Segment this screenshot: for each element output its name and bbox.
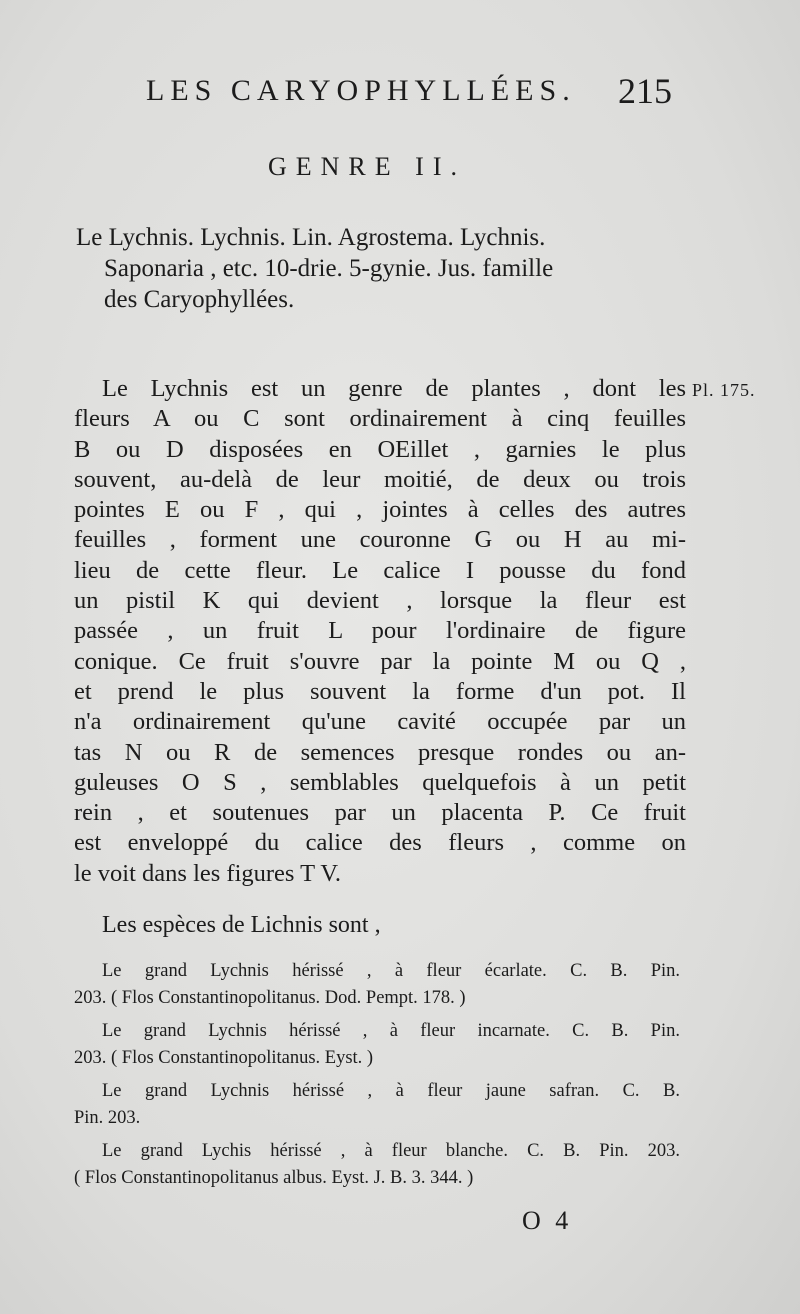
description-line: un pistil K qui devient , lorsque la fleur est	[74, 587, 686, 615]
species-heading: Les espèces de Lichnis sont ,	[102, 912, 381, 938]
page-number: 215	[618, 71, 672, 111]
genus-description	[74, 374, 686, 889]
entry-line: des Caryophyllées.	[104, 286, 295, 313]
description-line: lieu de cette fleur. Le calice I pousse du fond	[74, 556, 686, 584]
description-line: Le Lychnis est un genre de plantes , dont les	[102, 375, 686, 402]
description-line: n'a ordinairement qu'une cavité occupée par un	[74, 708, 686, 736]
entry-line: Le Lychnis. Lychnis. Lin. Agrostema. Lychnis.	[76, 224, 546, 251]
signature-mark: O 4	[522, 1206, 573, 1235]
entry-line: Saponaria , etc. 10-drie. 5-gynie. Jus. famille	[104, 255, 554, 282]
species-item	[74, 1018, 680, 1072]
species-line: 203. ( Flos Constantinopolitanus. Eyst. )	[74, 1048, 374, 1068]
description-line: souvent, au-delà de leur moitié, de deux ou trois	[74, 465, 686, 493]
species-item	[74, 1138, 680, 1192]
genus-entry	[76, 222, 686, 315]
description-line: est enveloppé du calice des fleurs , comme on	[74, 829, 686, 857]
species-list	[74, 958, 680, 1198]
description-line: le voit dans les figures T V.	[74, 859, 341, 887]
species-line: Le grand Lychnis hérissé , à fleur écarlate. C. B. Pin.	[102, 961, 680, 981]
species-line: ( Flos Constantinopolitanus albus. Eyst. J. B. 3. 344. )	[74, 1168, 474, 1188]
description-line: pointes E ou F , qui , jointes à celles des autres	[74, 496, 686, 524]
description-line: et prend le plus souvent la forme d'un pot. Il	[74, 677, 686, 705]
plate-reference: Pl. 175.	[692, 380, 756, 400]
species-line: Pin. 203.	[74, 1108, 141, 1128]
species-line: 203. ( Flos Constantinopolitanus. Dod. Pempt. 178. )	[74, 988, 466, 1008]
species-item	[74, 1078, 680, 1132]
description-line: guleuses O S , semblables quelquefois à un petit	[74, 768, 686, 796]
section-title: GENRE II.	[268, 152, 466, 181]
description-line: rein , et soutenues par un placenta P. Ce fruit	[74, 799, 686, 827]
species-line: Le grand Lychis hérissé , à fleur blanche. C. B. Pin. 203.	[102, 1141, 680, 1161]
species-line: Le grand Lychnis hérissé , à fleur jaune safran. C. B.	[102, 1081, 680, 1101]
description-line: passée , un fruit L pour l'ordinaire de figure	[74, 617, 686, 645]
species-line: Le grand Lychnis hérissé , à fleur incarnate. C. B. Pin.	[102, 1021, 680, 1041]
description-line: feuilles , forment une couronne G ou H au mi-	[74, 526, 686, 554]
description-line: B ou D disposées en OEillet , garnies le plus	[74, 435, 686, 463]
description-line: conique. Ce fruit s'ouvre par la pointe M ou Q ,	[74, 647, 686, 675]
species-item	[74, 958, 680, 1012]
description-line: fleurs A ou C sont ordinairement à cinq feuilles	[74, 405, 686, 433]
running-title: LES CARYOPHYLLÉES.	[146, 74, 576, 107]
description-line: tas N ou R de semences presque rondes ou an-	[74, 738, 686, 766]
